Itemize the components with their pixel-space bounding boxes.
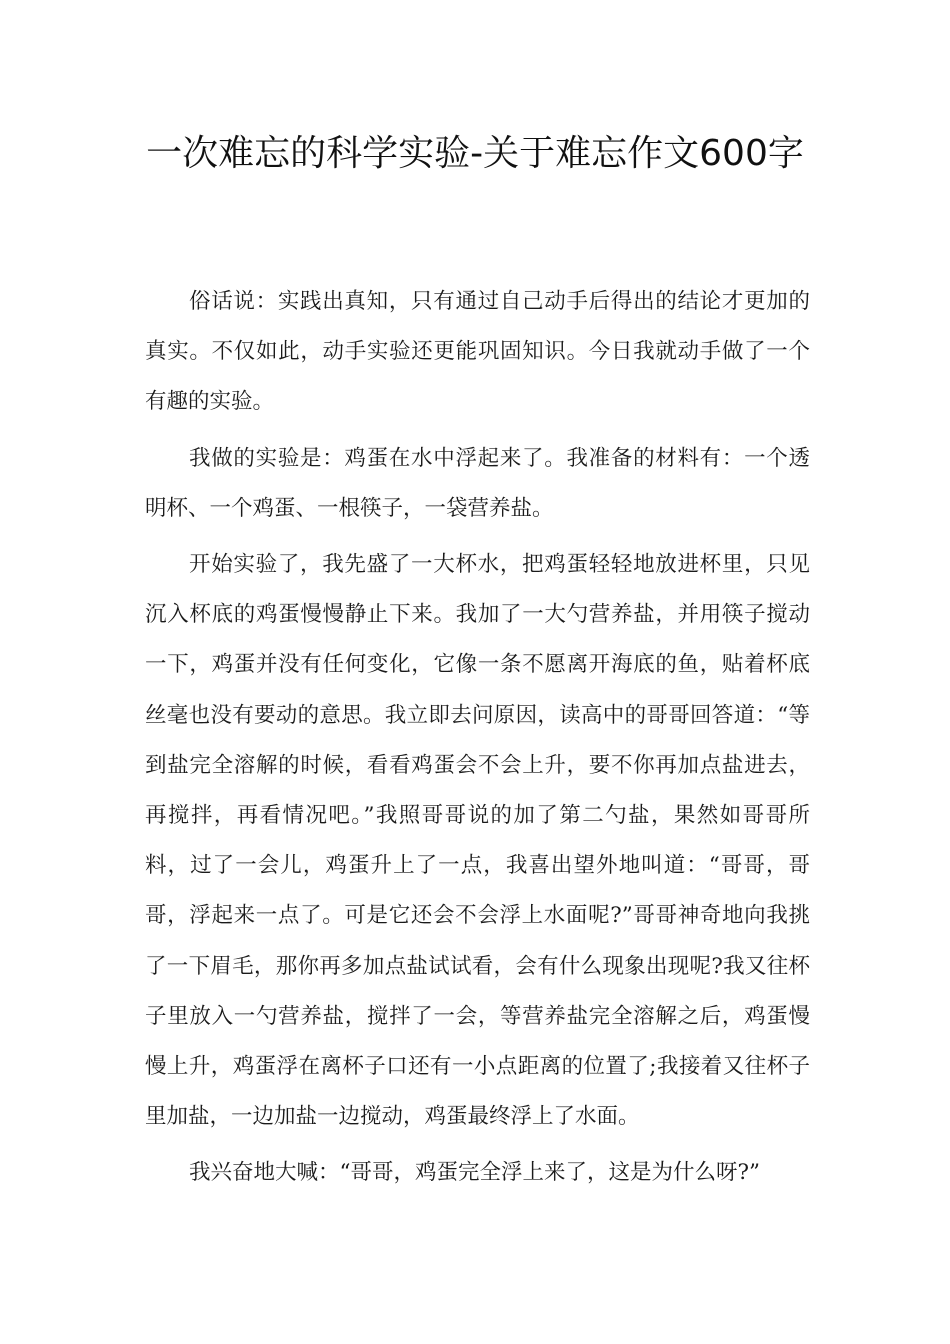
page-title: 一次难忘的科学实验-关于难忘作文600字 [146, 133, 804, 174]
paragraph-2: 我做的实验是：鸡蛋在水中浮起来了。我准备的材料有：一个透明杯、一个鸡蛋、一根筷子，一袋营养盐。 [145, 445, 810, 521]
paragraph-4: 我兴奋地大喊：“哥哥，鸡蛋完全浮上来了，这是为什么呀?” [189, 1160, 761, 1186]
article-body [145, 277, 810, 1205]
paragraph-3: 开始实验了，我先盛了一大杯水，把鸡蛋轻轻地放进杯里，只见沉入杯底的鸡蛋慢慢静止下来。我加了一大勺营养盐，并用筷子搅动一下，鸡蛋并没有任何变化，它像一条不愿离开海底的鱼，贴着杯底丝毫也没有要动的意思。我立即去问原因，读高中的哥哥回答道：“等到盐完全溶解的时候，看看鸡蛋会不会上升，要不你再加点盐进去，再搅拌，再看情况吧。”我照哥哥说的加了第二勺盐，果然如哥哥所料，过了一会儿，鸡蛋升上了一点，我喜出望外地叫道：“哥哥，哥哥，浮起来一点了。可是它还会不会浮上水面呢?”哥哥神奇地向我挑了一下眉毛，那你再多加点盐试试看，会有什么现象出现呢?我又往杯子里放入一勺营养盐，搅拌了一会，等营养盐完全溶解之后，鸡蛋慢慢上升，鸡蛋浮在离杯子口还有一小点距离的位置了;我接着又往杯子里加盐，一边加盐一边搅动，鸡蛋最终浮上了水面。 [145, 552, 810, 1130]
paragraph-1: 俗话说：实践出真知，只有通过自己动手后得出的结论才更加的真实。不仅如此，动手实验还更能巩固知识。今日我就动手做了一个有趣的实验。 [145, 289, 810, 415]
